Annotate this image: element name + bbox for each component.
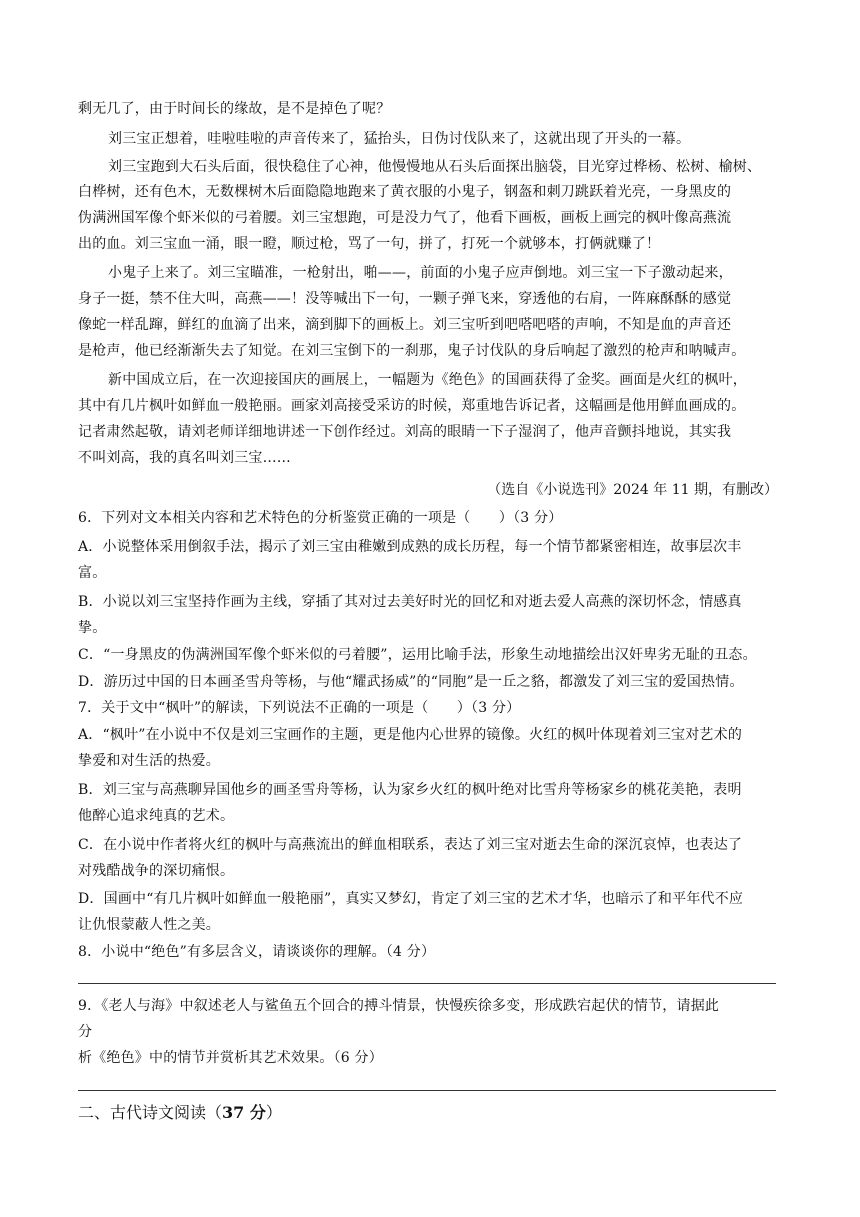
q7-option-d: D．国画中“有几片枫叶如鲜血一般艳丽”，真实又梦幻，肯定了刘三宝的艺术才华，也暗示了和平年代不应 [78, 891, 744, 907]
q7-option-b-cont: 他醉心追求纯真的艺术。 [78, 808, 235, 824]
answer-line-q8[interactable] [78, 983, 776, 984]
section-2-title: 二、古代诗文阅读（ [78, 1103, 223, 1122]
q7-option-d-cont: 让仇恨蒙蔽人性之美。 [78, 917, 220, 933]
story-line: 刘三宝正想着，哇啦哇啦的声音传来了，猛抬头，日伪讨伐队来了，这就出现了开头的一幕。 [108, 131, 691, 147]
q6-option-b-cont: 挚。 [78, 620, 107, 636]
section-2-heading [78, 1101, 282, 1125]
story-line: 不叫刘高，我的真名叫刘三宝…… [78, 450, 291, 466]
story-line: 小鬼子上来了。刘三宝瞄准，一枪射出，啪——，前面的小鬼子应声倒地。刘三宝一下子激动起来， [108, 265, 733, 281]
story-line: 伪满洲国军像个虾米似的弓着腰。刘三宝想跑，可是没力气了，他看下画板，画板上画完的枫叶像高燕流 [78, 210, 732, 226]
q7-option-c: C．在小说中作者将火红的枫叶与高燕流出的鲜血相联系，表达了刘三宝对逝去生命的深沉哀悼，也表达了 [78, 837, 743, 853]
q6-option-b: B．小说以刘三宝坚持作画为主线，穿插了其对过去美好时光的回忆和对逝去爱人高燕的深切怀念，情感真 [78, 594, 742, 610]
story-line: 其中有几片枫叶如鲜血一般艳丽。画家刘高接受采访的时候，郑重地告诉记者，这幅画是他用鲜血画成的。 [78, 398, 746, 414]
answer-line-q9[interactable] [78, 1090, 776, 1091]
q6-option-c: C．“一身黑皮的伪满洲国军像个虾米似的弓着腰”，运用比喻手法，形象生动地描绘出汉奸卑劣无耻的丑态。 [78, 647, 757, 663]
story-line: 刘三宝跑到大石头后面，很快稳住了心神，他慢慢地从石头后面探出脑袋，目光穿过桦杨、松树、榆树、 [108, 159, 762, 175]
story-line: 出的血。刘三宝血一涌，眼一瞪，顺过枪，骂了一句，拼了，打死一个就够本，打俩就赚了！ [78, 236, 661, 252]
story-line: 记者肃然起敬，请刘老师详细地讲述一下创作经过。刘高的眼睛一下子湿润了，他声音颤抖地说，其实我 [78, 424, 732, 440]
question-8-stem: 8．小说中“绝色”有多层含义，请谈谈你的理解。（4 分） [78, 944, 436, 960]
story-line: 剩无几了，由于时间长的缘故，是不是掉色了呢？ [78, 101, 391, 117]
story-line: 身子一挺，禁不住大叫，高燕——！没等喊出下一句，一颗子弹飞来，穿透他的右肩，一阵麻酥酥的感觉 [78, 291, 732, 307]
q7-option-b: B．刘三宝与高燕聊异国他乡的画圣雪舟等杨，认为家乡火红的枫叶绝对比雪舟等杨家乡的桃花美艳，表明 [78, 782, 742, 798]
section-2-score: 37 分 [222, 1103, 266, 1122]
question-6-stem: 6．下列对文本相关内容和艺术特色的分析鉴赏正确的一项是（ ）（3 分） [78, 510, 563, 526]
q7-option-c-cont: 对残酷战争的深切痛恨。 [78, 863, 235, 879]
q6-option-d: D．游历过中国的日本画圣雪舟等杨，与他“耀武扬威”的“同胞”是一丘之貉，都激发了刘三宝的爱国热情。 [78, 674, 744, 690]
story-line: 新中国成立后，在一次迎接国庆的画展上，一幅题为《绝色》的国画获得了金奖。画面是火红的枫叶， [108, 372, 747, 388]
story-line: 白桦树，还有色木，无数棵树木后面隐隐地跑来了黄衣服的小鬼子，钢盔和刺刀跳跃着光亮，一身黑皮的 [78, 184, 732, 200]
section-2-close: ） [265, 1103, 282, 1122]
q6-option-a: A．小说整体采用倒叙手法，揭示了刘三宝由稚嫩到成熟的成长历程，每一个情节都紧密相连，故事层次丰 [78, 539, 742, 555]
q6-option-a-cont: 富。 [78, 565, 107, 581]
question-9-stem: 9．《老人与海》中叙述老人与鲨鱼五个回合的搏斗情景，快慢疾徐多变，形成跌宕起伏的情节，请据此 [78, 998, 720, 1014]
story-line: 像蛇一样乱蹿，鲜红的血滴了出来，滴到脚下的画板上。刘三宝听到吧嗒吧嗒的声响，不知是血的声音还 [78, 317, 732, 333]
question-9-stem-cont: 析《绝色》中的情节并赏析其艺术效果。（6 分） [78, 1050, 383, 1066]
question-7-stem: 7．关于文中“枫叶”的解读，下列说法不正确的一项是（ ）（3 分） [78, 700, 521, 716]
question-9-stem-cont: 分 [78, 1024, 93, 1040]
q7-option-a-cont: 挚爱和对生活的热爱。 [78, 753, 220, 769]
source-note: （选自《小说选刊》2024 年 11 期，有删改） [487, 482, 778, 498]
q7-option-a: A．“枫叶”在小说中不仅是刘三宝画作的主题，更是他内心世界的镜像。火红的枫叶体现着刘三宝对艺术的 [78, 727, 743, 743]
story-line: 是枪声，他已经渐渐失去了知觉。在刘三宝倒下的一刹那，鬼子讨伐队的身后响起了激烈的枪声和呐喊声。 [78, 343, 746, 359]
